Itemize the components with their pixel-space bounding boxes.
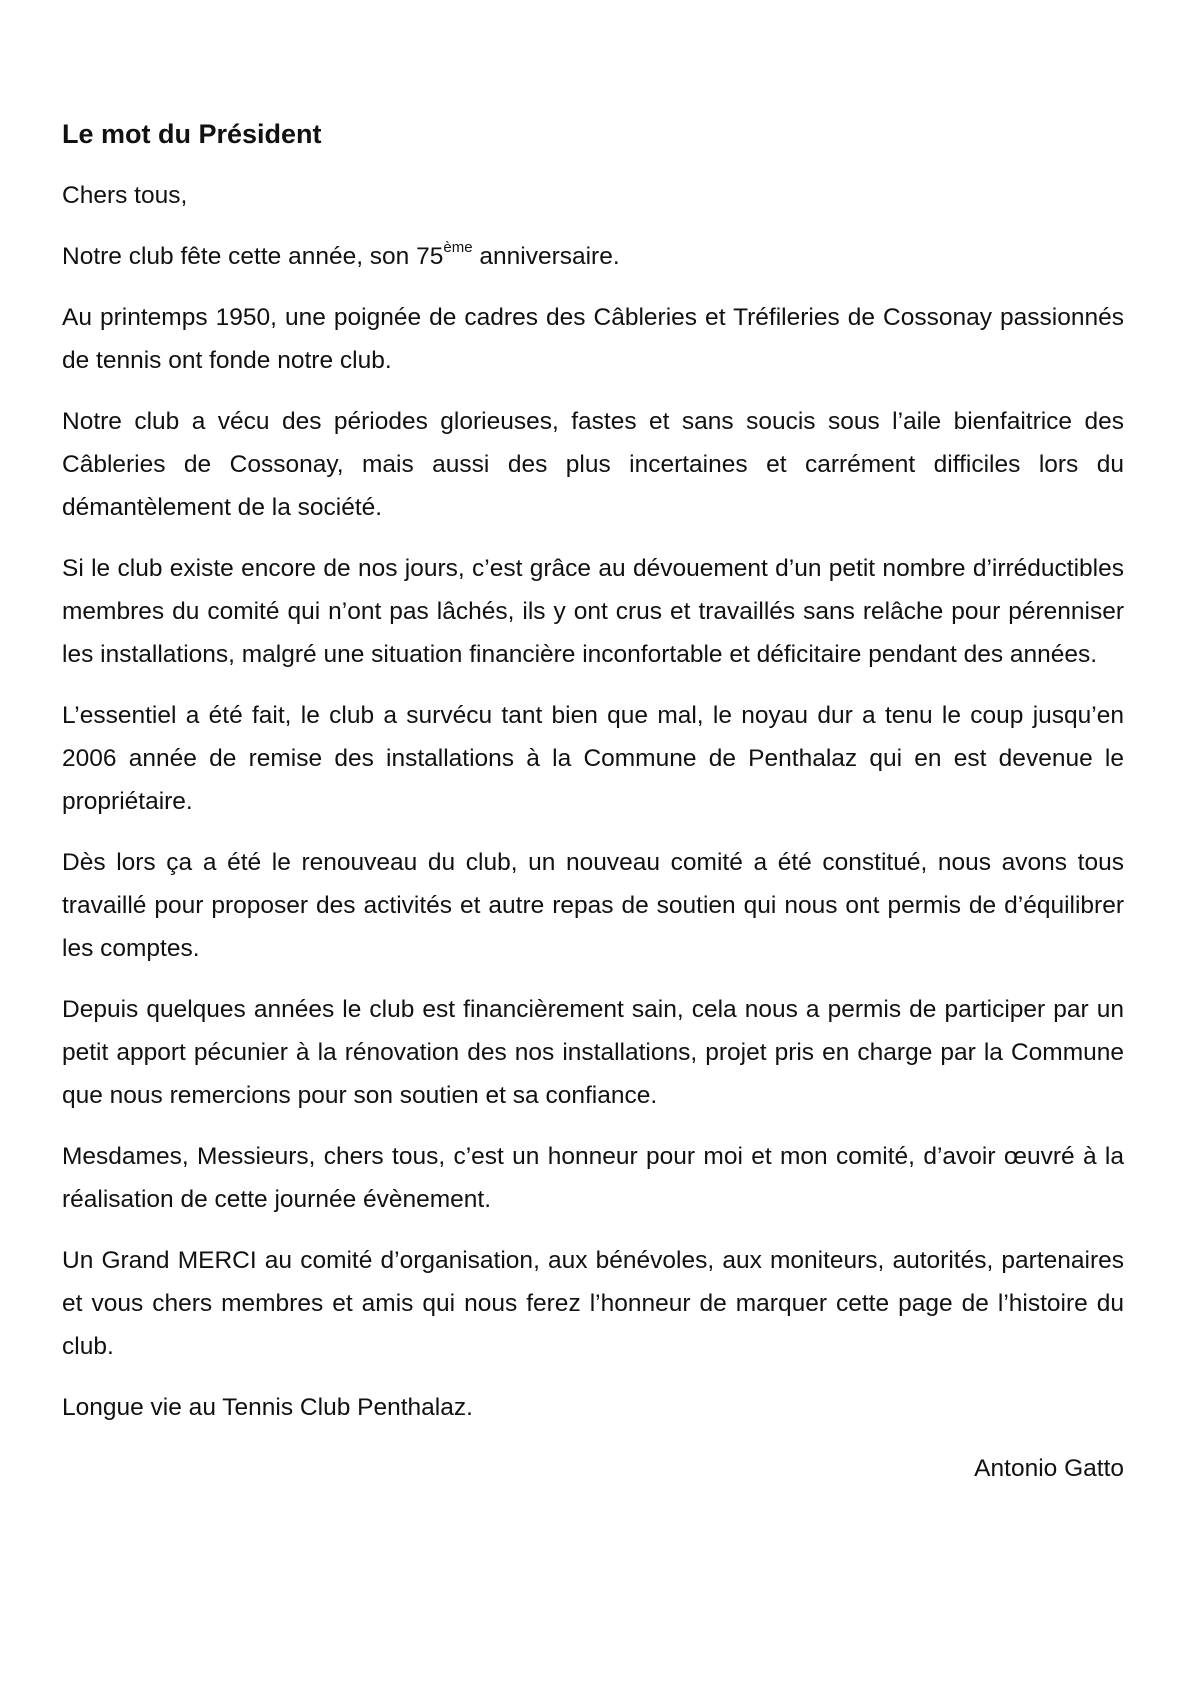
anniversary-paragraph [62,235,1124,278]
paragraph-committee: Si le club existe encore de nos jours, c’est grâce au dévouement d’un petit nombre d’irréductibles membres du comité qui n’ont pas lâchés, ils y ont crus et travaillés sans relâche pour pérenniser les installations, malgré une situation financière inconfortable et déficitaire pendant des années. [62,555,1124,668]
paragraph-honour: Mesdames, Messieurs, chers tous, c’est un honneur pour moi et mon comité, d’avoir œuvré à la réalisation de cette journée évènement. [62,1143,1124,1213]
paragraph-finances: Depuis quelques années le club est financièrement sain, cela nous a permis de participer par un petit apport pécunier à la rénovation des nos installations, projet pris en charge par la Commune que nous remercions pour son soutien et sa confiance. [62,996,1124,1109]
anniversary-text-before: Notre club fête cette année, son 75 [62,243,444,270]
anniversary-text-after: anniversaire. [472,243,620,270]
paragraph-founding: Au printemps 1950, une poignée de cadres des Câbleries et Tréfileries de Cossonay passionnés de tennis ont fonde notre club. [62,304,1124,374]
paragraph-closing: Longue vie au Tennis Club Penthalaz. [62,1394,473,1421]
paragraph-renewal: Dès lors ça a été le renouveau du club, un nouveau comité a été constitué, nous avons tous travaillé pour proposer des activités et autre repas de soutien qui nous ont permis de d’équilibrer les comptes. [62,849,1124,962]
letter [62,116,1124,1490]
paragraph-thanks: Un Grand MERCI au comité d’organisation, aux bénévoles, aux moniteurs, autorités, partenaires et vous chers membres et amis qui nous ferez l’honneur de marquer cette page de l’histoire du club. [62,1247,1124,1360]
paragraph-history: Notre club a vécu des périodes glorieuses, fastes et sans soucis sous l’aile bienfaitrice des Câbleries de Cossonay, mais aussi des plus incertaines et carrément difficiles lors du démantèlement de la société. [62,408,1124,521]
paragraph-survival: L’essentiel a été fait, le club a survécu tant bien que mal, le noyau dur a tenu le coup jusqu’en 2006 année de remise des installations à la Commune de Penthalaz qui en est devenue le propriétaire. [62,702,1124,815]
ordinal-superscript: ème [443,239,473,256]
greeting: Chers tous, [62,182,188,209]
signature: Antonio Gatto [974,1455,1124,1482]
page-title: Le mot du Président [62,119,322,149]
